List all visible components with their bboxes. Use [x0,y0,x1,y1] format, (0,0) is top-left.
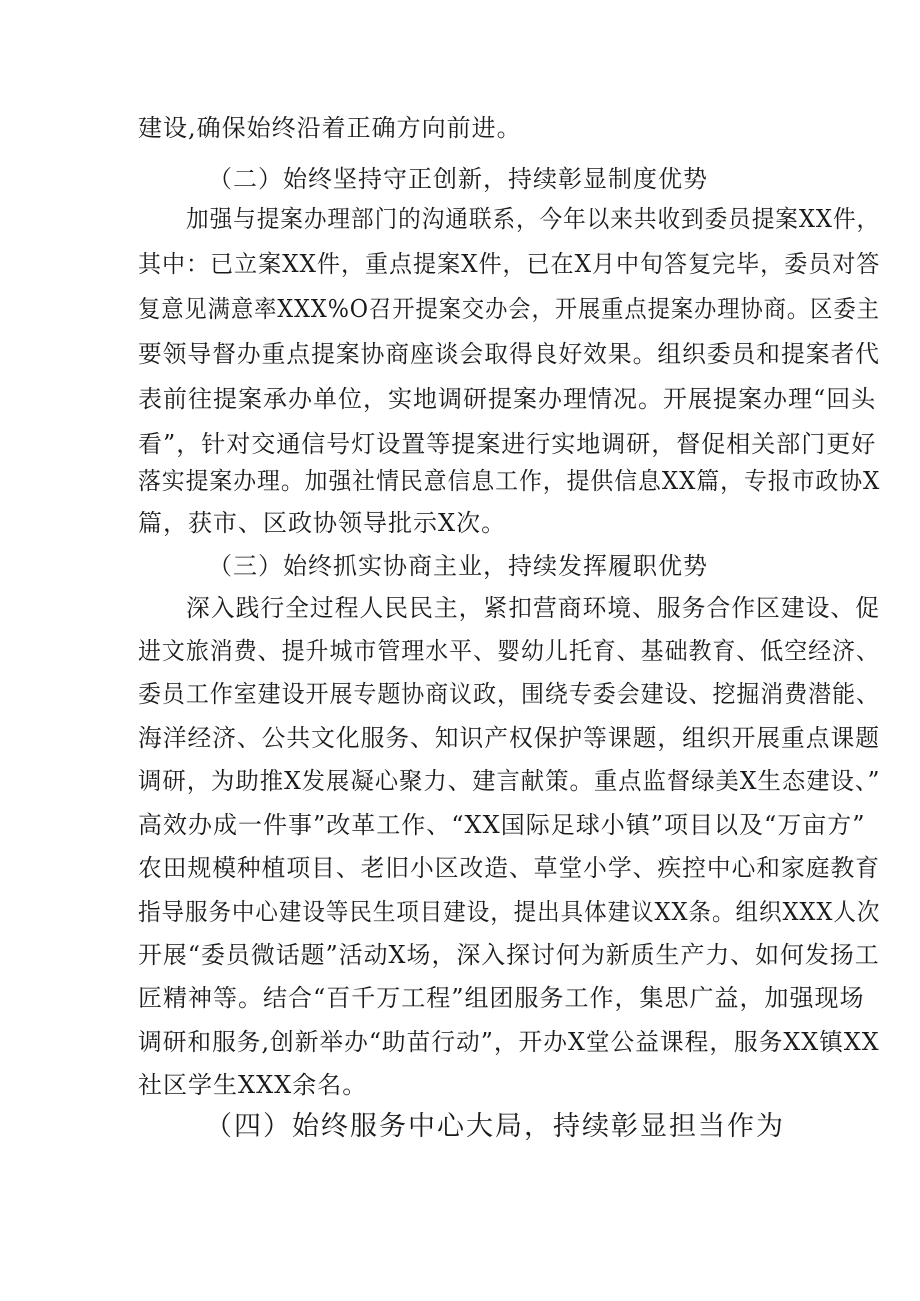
section2-line-8: 篇，获市、区政协领导批示X次。 [138,509,507,537]
section3-line-8: 指导服务中心建设等民生项目建设，提出具体建议XX条。组织XXX人次 [138,898,881,926]
section3-line-9: 开展“委员微话题”活动X场，深入探讨何为新质生产力、如何发扬工 [138,941,880,969]
section2-line-1: 加强与提案办理部门的沟通联系，今年以来共收到委员提案XX件， [186,205,881,233]
section3-line-11: 调研和服务,创新举办“助苗行动”，开办X堂公益课程，服务XX镇XX [138,1028,880,1056]
section-heading-2: （二）始终坚持守正创新，持续彰显制度优势 [208,165,708,193]
section2-line-7: 落实提案办理。加强社情民意信息工作，提供信息XX篇，专报市政协X [138,467,881,495]
section3-line-1: 深入践行全过程人民民主，紧扣营商环境、服务合作区建设、促 [186,594,880,622]
section2-line-4: 要领导督办重点提案协商座谈会取得良好效果。组织委员和提案者代 [138,340,880,368]
paragraph-continuation: 建设,确保始终沿着正确方向前进。 [138,114,522,142]
section3-line-12: 社区学生XXX余名。 [138,1071,368,1099]
section3-line-4: 海洋经济、公共文化服务、知识产权保护等课题，组织开展重点课题 [138,724,880,752]
section3-line-3: 委员工作室建设开展专题协商议政，围绕专委会建设、挖掘消费潜能、 [138,680,880,708]
section3-line-6: 高效办成一件事”改革工作、“XX国际足球小镇”项目以及“万亩方” [138,811,866,839]
section3-line-7: 农田规模种植项目、老旧小区改造、草堂小学、疾控中心和家庭教育 [138,854,880,882]
section3-line-5: 调研，为助推X发展凝心聚力、建言献策。重点监督绿美X生态建设、” [138,767,881,795]
section2-line-3: 复意见满意率XXX%O召开提案交办会，开展重点提案办理协商。区委主 [138,295,880,323]
section2-line-5: 表前往提案承办单位，实地调研提案办理情况。开展提案办理“回头 [138,385,877,413]
section3-line-10: 匠精神等。结合“百千万工程”组团服务工作，集思广益，加强现场 [138,984,865,1012]
section2-line-2: 其中：已立案XX件，重点提案X件，已在X月中旬答复完毕，委员对答 [138,250,881,278]
section-heading-3: （三）始终抓实协商主业，持续发挥履职优势 [208,552,708,580]
section3-line-2: 进文旅消费、提升城市管理水平、婴幼儿托育、基础教育、低空经济、 [138,637,880,665]
section-heading-4: （四）始终服务中心大局，持续彰显担当作为 [205,1111,785,1142]
section2-line-6: 看”，针对交通信号灯设置等提案进行实地调研，督促相关部门更好 [138,430,877,458]
